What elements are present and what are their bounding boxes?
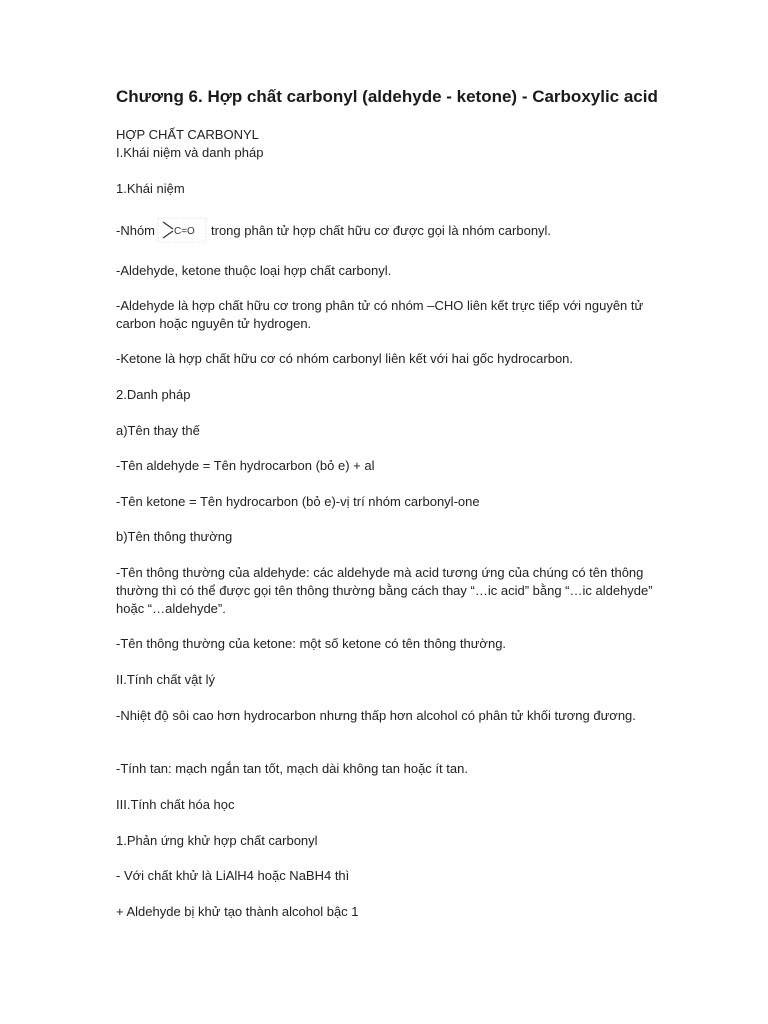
carbonyl-formula: C=O (174, 226, 195, 237)
paragraph-common-aldehyde: -Tên thông thường của aldehyde: các aldehyde mà acid tương ứng của chúng có tên thông thường thì có thể được gọi tên thông thường bằng cách thay “…ic acid” bằng “…ic aldehyde” hoặc “…aldehyde”. (116, 565, 653, 616)
sub2a-heading: a)Tên thay thế (116, 423, 200, 438)
paragraph-solubility: -Tính tan: mạch ngắn tan tốt, mạch dài không tan hoặc ít tan. (116, 761, 468, 776)
paragraph-aldehyde-definition: -Aldehyde là hợp chất hữu cơ trong phân tử có nhóm –CHO liên kết trực tiếp với nguyên tử carbon hoặc nguyên tử hydrogen. (116, 298, 644, 331)
paragraph-common-ketone: -Tên thông thường của ketone: một số ketone có tên thông thường. (116, 636, 507, 651)
paragraph-aldehyde-ketone: -Aldehyde, ketone thuộc loại hợp chất carbonyl. (116, 263, 392, 278)
sub2-heading: 2.Danh pháp (116, 387, 191, 402)
sub2b-heading: b)Tên thông thường (116, 529, 233, 544)
paragraph-ketone-naming: -Tên ketone = Tên hydrocarbon (bỏ e)-vị trí nhóm carbonyl-one (116, 494, 480, 509)
paragraph-ketone-definition: -Ketone là hợp chất hữu cơ có nhóm carbonyl liên kết với hai gốc hydrocarbon. (116, 351, 574, 366)
paragraph-boiling-point: -Nhiệt độ sôi cao hơn hydrocarbon nhưng thấp hơn alcohol có phân tử khối tương đương. (116, 708, 636, 723)
part2-heading: II.Tính chất vật lý (116, 672, 215, 687)
paragraph-aldehyde-naming: -Tên aldehyde = Tên hydrocarbon (bỏ e) + al (116, 458, 375, 473)
nhom-suffix: trong phân tử hợp chất hữu cơ được gọi là nhóm carbonyl. (211, 222, 552, 238)
chapter-title: Chương 6. Hợp chất carbonyl (aldehyde - ketone) - Carboxylic acid (116, 87, 658, 106)
nhom-prefix: -Nhóm (116, 222, 156, 238)
paragraph-aldehyde-reduction: + Aldehyde bị khử tạo thành alcohol bậc 1 (116, 904, 359, 919)
part3-heading: III.Tính chất hóa học (116, 797, 235, 812)
carbonyl-definition-line (116, 217, 551, 243)
sub1-heading: 1.Khái niệm (116, 181, 185, 196)
paragraph-reducers: - Với chất khử là LiAlH4 hoặc NaBH4 thì (116, 868, 350, 883)
sub3-1-heading: 1.Phản ứng khử hợp chất carbonyl (116, 833, 318, 848)
part1-heading: I.Khái niệm và danh pháp (116, 145, 264, 160)
section-heading: HỢP CHẤT CARBONYL (116, 127, 259, 142)
carbonyl-group-icon (157, 217, 207, 243)
